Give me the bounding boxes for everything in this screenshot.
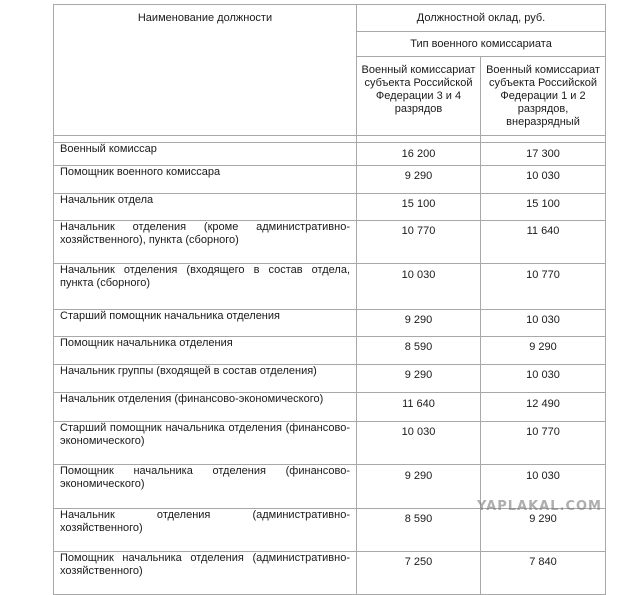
salary-rank-3-4: 9 290 [357, 465, 481, 509]
header-position: Наименование должности [54, 5, 357, 136]
salary-rank-1-2: 9 290 [481, 337, 606, 365]
position-name: Помощник начальника отделения (финансово-экономического) [54, 465, 357, 509]
table-row [54, 221, 606, 264]
table-row [54, 264, 606, 310]
position-name: Помощник начальника отделения (административно-хозяйственного) [54, 552, 357, 595]
watermark: YAPLAKAL.COM [477, 499, 602, 514]
salary-rank-3-4: 9 290 [357, 365, 481, 393]
table-row [54, 552, 606, 595]
table-row [54, 166, 606, 194]
salary-rank-1-2: 7 840 [481, 552, 606, 595]
position-name: Военный комиссар [54, 143, 357, 166]
salary-rank-1-2: 17 300 [481, 143, 606, 166]
position-name: Начальник группы (входящей в состав отделения) [54, 365, 357, 393]
header-commissariat-type: Тип военного комиссариата [357, 32, 606, 57]
salary-rank-3-4: 10 770 [357, 221, 481, 264]
salary-rank-1-2: 10 030 [481, 166, 606, 194]
row-gap [54, 136, 606, 143]
salary-rank-1-2: 10 770 [481, 422, 606, 465]
table-row [54, 365, 606, 393]
table-body [54, 136, 606, 595]
position-name: Начальник отделения (входящего в состав отдела, пункта (сборного) [54, 264, 357, 310]
table-row [54, 310, 606, 337]
salary-rank-1-2: 15 100 [481, 194, 606, 221]
salary-rank-1-2: 12 490 [481, 393, 606, 422]
table-row [54, 337, 606, 365]
position-name: Помощник начальника отделения [54, 337, 357, 365]
salary-rank-1-2: 11 640 [481, 221, 606, 264]
header-rank-3-4: Военный комиссариат субъекта Российской Федерации 3 и 4 разрядов [357, 57, 481, 136]
salary-rank-3-4: 9 290 [357, 310, 481, 337]
salary-rank-3-4: 16 200 [357, 143, 481, 166]
position-name: Помощник военного комиссара [54, 166, 357, 194]
position-name: Старший помощник начальника отделения [54, 310, 357, 337]
salary-rank-1-2: 10 770 [481, 264, 606, 310]
salary-rank-1-2: 10 030 [481, 310, 606, 337]
position-name: Начальник отделения (финансово-экономического) [54, 393, 357, 422]
position-name: Начальник отделения (административно-хозяйственного) [54, 509, 357, 552]
table-row [54, 393, 606, 422]
position-name: Начальник отделения (кроме административно-хозяйственного), пункта (сборного) [54, 221, 357, 264]
position-name: Начальник отдела [54, 194, 357, 221]
salary-rank-1-2: 10 030 [481, 365, 606, 393]
position-name: Старший помощник начальника отделения (финансово-экономического) [54, 422, 357, 465]
salary-rank-3-4: 9 290 [357, 166, 481, 194]
salary-rank-1-2: 10 030 [481, 465, 606, 509]
header-salary: Должностной оклад, руб. [357, 5, 606, 32]
salary-rank-3-4: 7 250 [357, 552, 481, 595]
table-row [54, 143, 606, 166]
table-row [54, 422, 606, 465]
salary-rank-1-2: 9 290 [481, 509, 606, 552]
salary-rank-3-4: 8 590 [357, 337, 481, 365]
salary-rank-3-4: 15 100 [357, 194, 481, 221]
header-rank-1-2: Военный комиссариат субъекта Российской Федерации 1 и 2 разрядов, внеразрядный [481, 57, 606, 136]
salary-rank-3-4: 10 030 [357, 264, 481, 310]
table-row [54, 509, 606, 552]
table-row [54, 194, 606, 221]
salary-rank-3-4: 8 590 [357, 509, 481, 552]
salary-rank-3-4: 10 030 [357, 422, 481, 465]
salary-rank-3-4: 11 640 [357, 393, 481, 422]
